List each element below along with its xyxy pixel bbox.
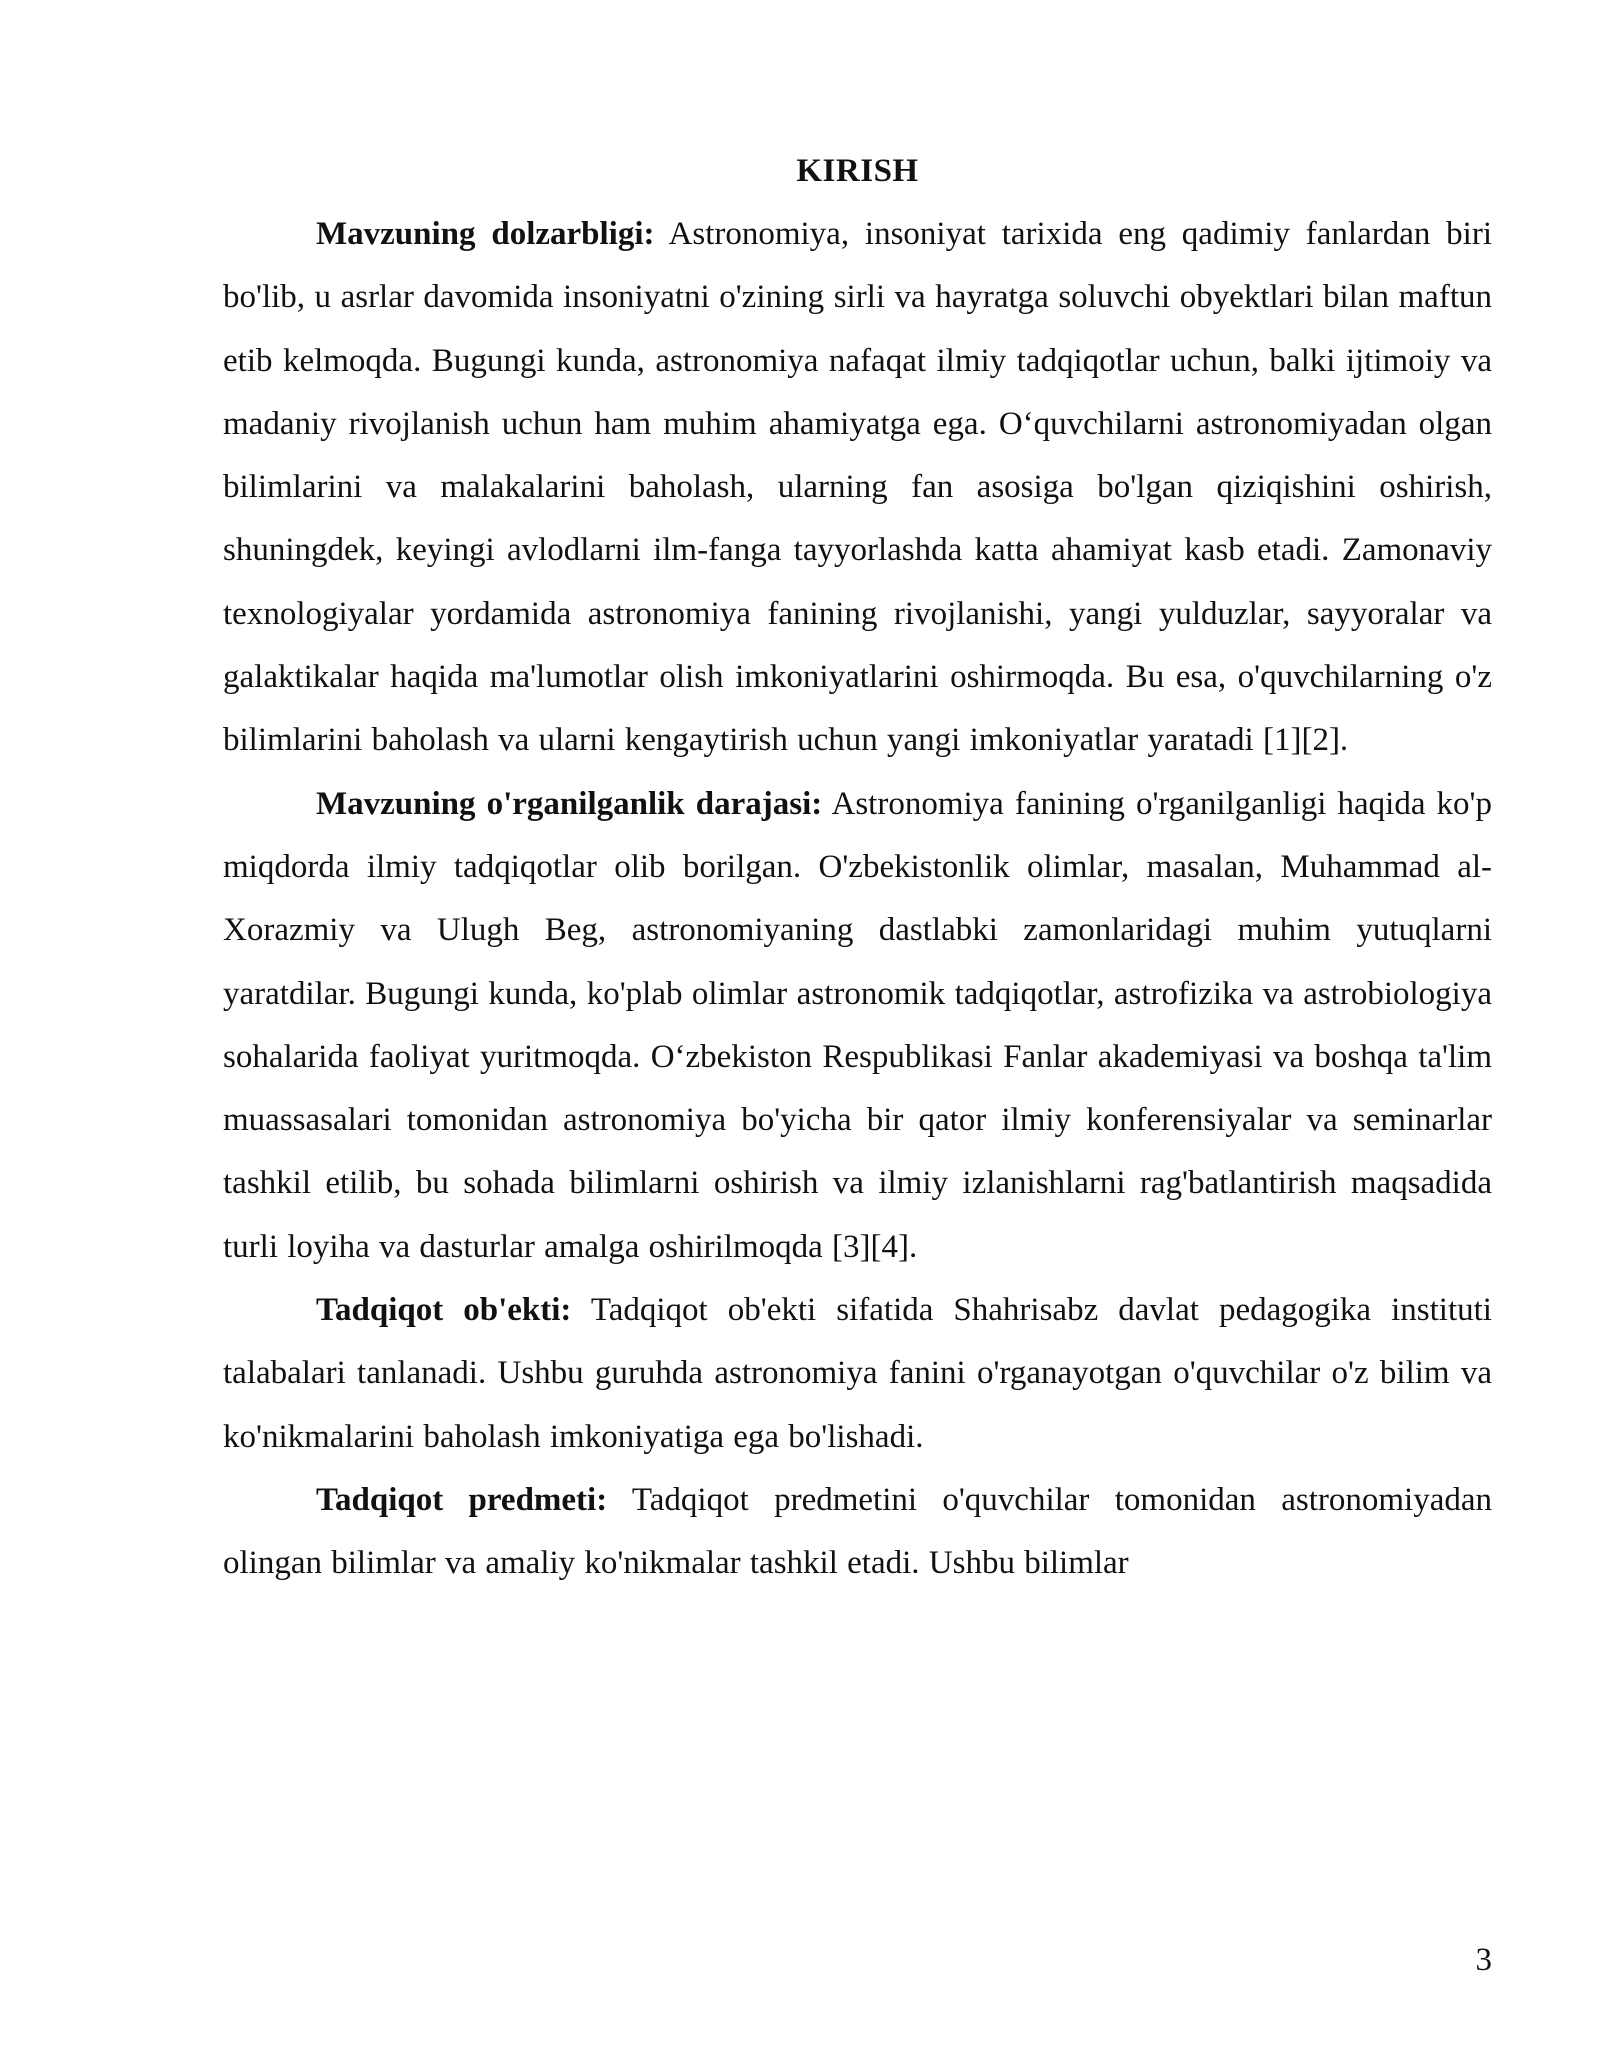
page-number: 3 (1475, 1942, 1492, 1978)
paragraph-text: Astronomiya fanining o'rganilganligi haqida ko'p miqdorda ilmiy tadqiqotlar olib borilgan. O'zbekistonlik olimlar, masalan, Muhammad al-Xorazmiy va Ulugh Beg, astronomiyaning dastlabki zamonlaridagi muhim yutuqlarni yaratdilar. Bugungi kunda, ko'plab olimlar astronomik tadqiqotlar, astrofizika va astrobiologiya sohalarida faoliyat yuritmoqda. O‘zbekiston Respublikasi Fanlar akademiyasi va boshqa ta'lim muassasalari tomonidan astronomiya bo'yicha bir qator ilmiy konferensiyalar va seminarlar tashkil etilib, bu sohada bilimlarni oshirish va ilmiy izlanishlarni rag'batlantirish maqsadida turli loyiha va dasturlar amalga oshirilmoqda [3][4]. (223, 785, 1492, 1265)
paragraph-text: Astronomiya, insoniyat tarixida eng qadimiy fanlardan biri bo'lib, u asrlar davomida insoniyatni o'zining sirli va hayratga soluvchi obyektlari bilan maftun etib kelmoqda. Bugungi kunda, astronomiya nafaqat ilmiy tadqiqotlar uchun, balki ijtimoiy va madaniy rivojlanish uchun ham muhim ahamiyatga ega. O‘quvchilarni astronomiyadan olgan bilimlarini va malakalarini baholash, ularning fan asosiga bo'lgan qiziqishini oshirish, shuningdek, keyingi avlodlarni ilm-fanga tayyorlashda katta ahamiyat kasb etadi. Zamonaviy texnologiyalar yordamida astronomiya fanining rivojlanishi, yangi yulduzlar, sayyoralar va galaktikalar haqida ma'lumotlar olish imkoniyatlarini oshirmoqda. Bu esa, o'quvchilarning o'z bilimlarini baholash va ularni kengaytirish uchun yangi imkoniyatlar yaratadi [1][2]. (223, 216, 1492, 759)
paragraph-lead: Tadqiqot predmeti: (316, 1481, 608, 1518)
paragraph-lead: Tadqiqot ob'ekti: (316, 1292, 572, 1329)
paragraph-text: Tadqiqot predmetini o'quvchilar tomonidan astronomiyadan olingan bilimlar va amaliy ko'nikmalar tashkil etadi. Ushbu bilimlar (223, 1481, 1492, 1582)
paragraph-text: Tadqiqot ob'ekti sifatida Shahrisabz davlat pedagogika instituti talabalari tanlanadi. Ushbu guruhda astronomiya fanini o'rganayotgan o'quvchilar o'z bilim va ko'nikmalarini baholash imkoniyatiga ega bo'lishadi. (223, 1292, 1492, 1455)
title-container (223, 140, 1492, 203)
paragraph-study-level (223, 773, 1492, 1279)
page-content (223, 140, 1492, 1596)
paragraph-relevance (223, 203, 1492, 773)
paragraph-lead: Mavzuning dolzarbligi: (316, 216, 655, 252)
page-title (223, 140, 1492, 203)
paragraph-lead: Mavzuning o'rganilganlik darajasi: (316, 785, 823, 822)
page-title-text: KIRISH (796, 153, 919, 189)
paragraph-research-subject (223, 1469, 1492, 1596)
paragraph-research-object (223, 1279, 1492, 1469)
